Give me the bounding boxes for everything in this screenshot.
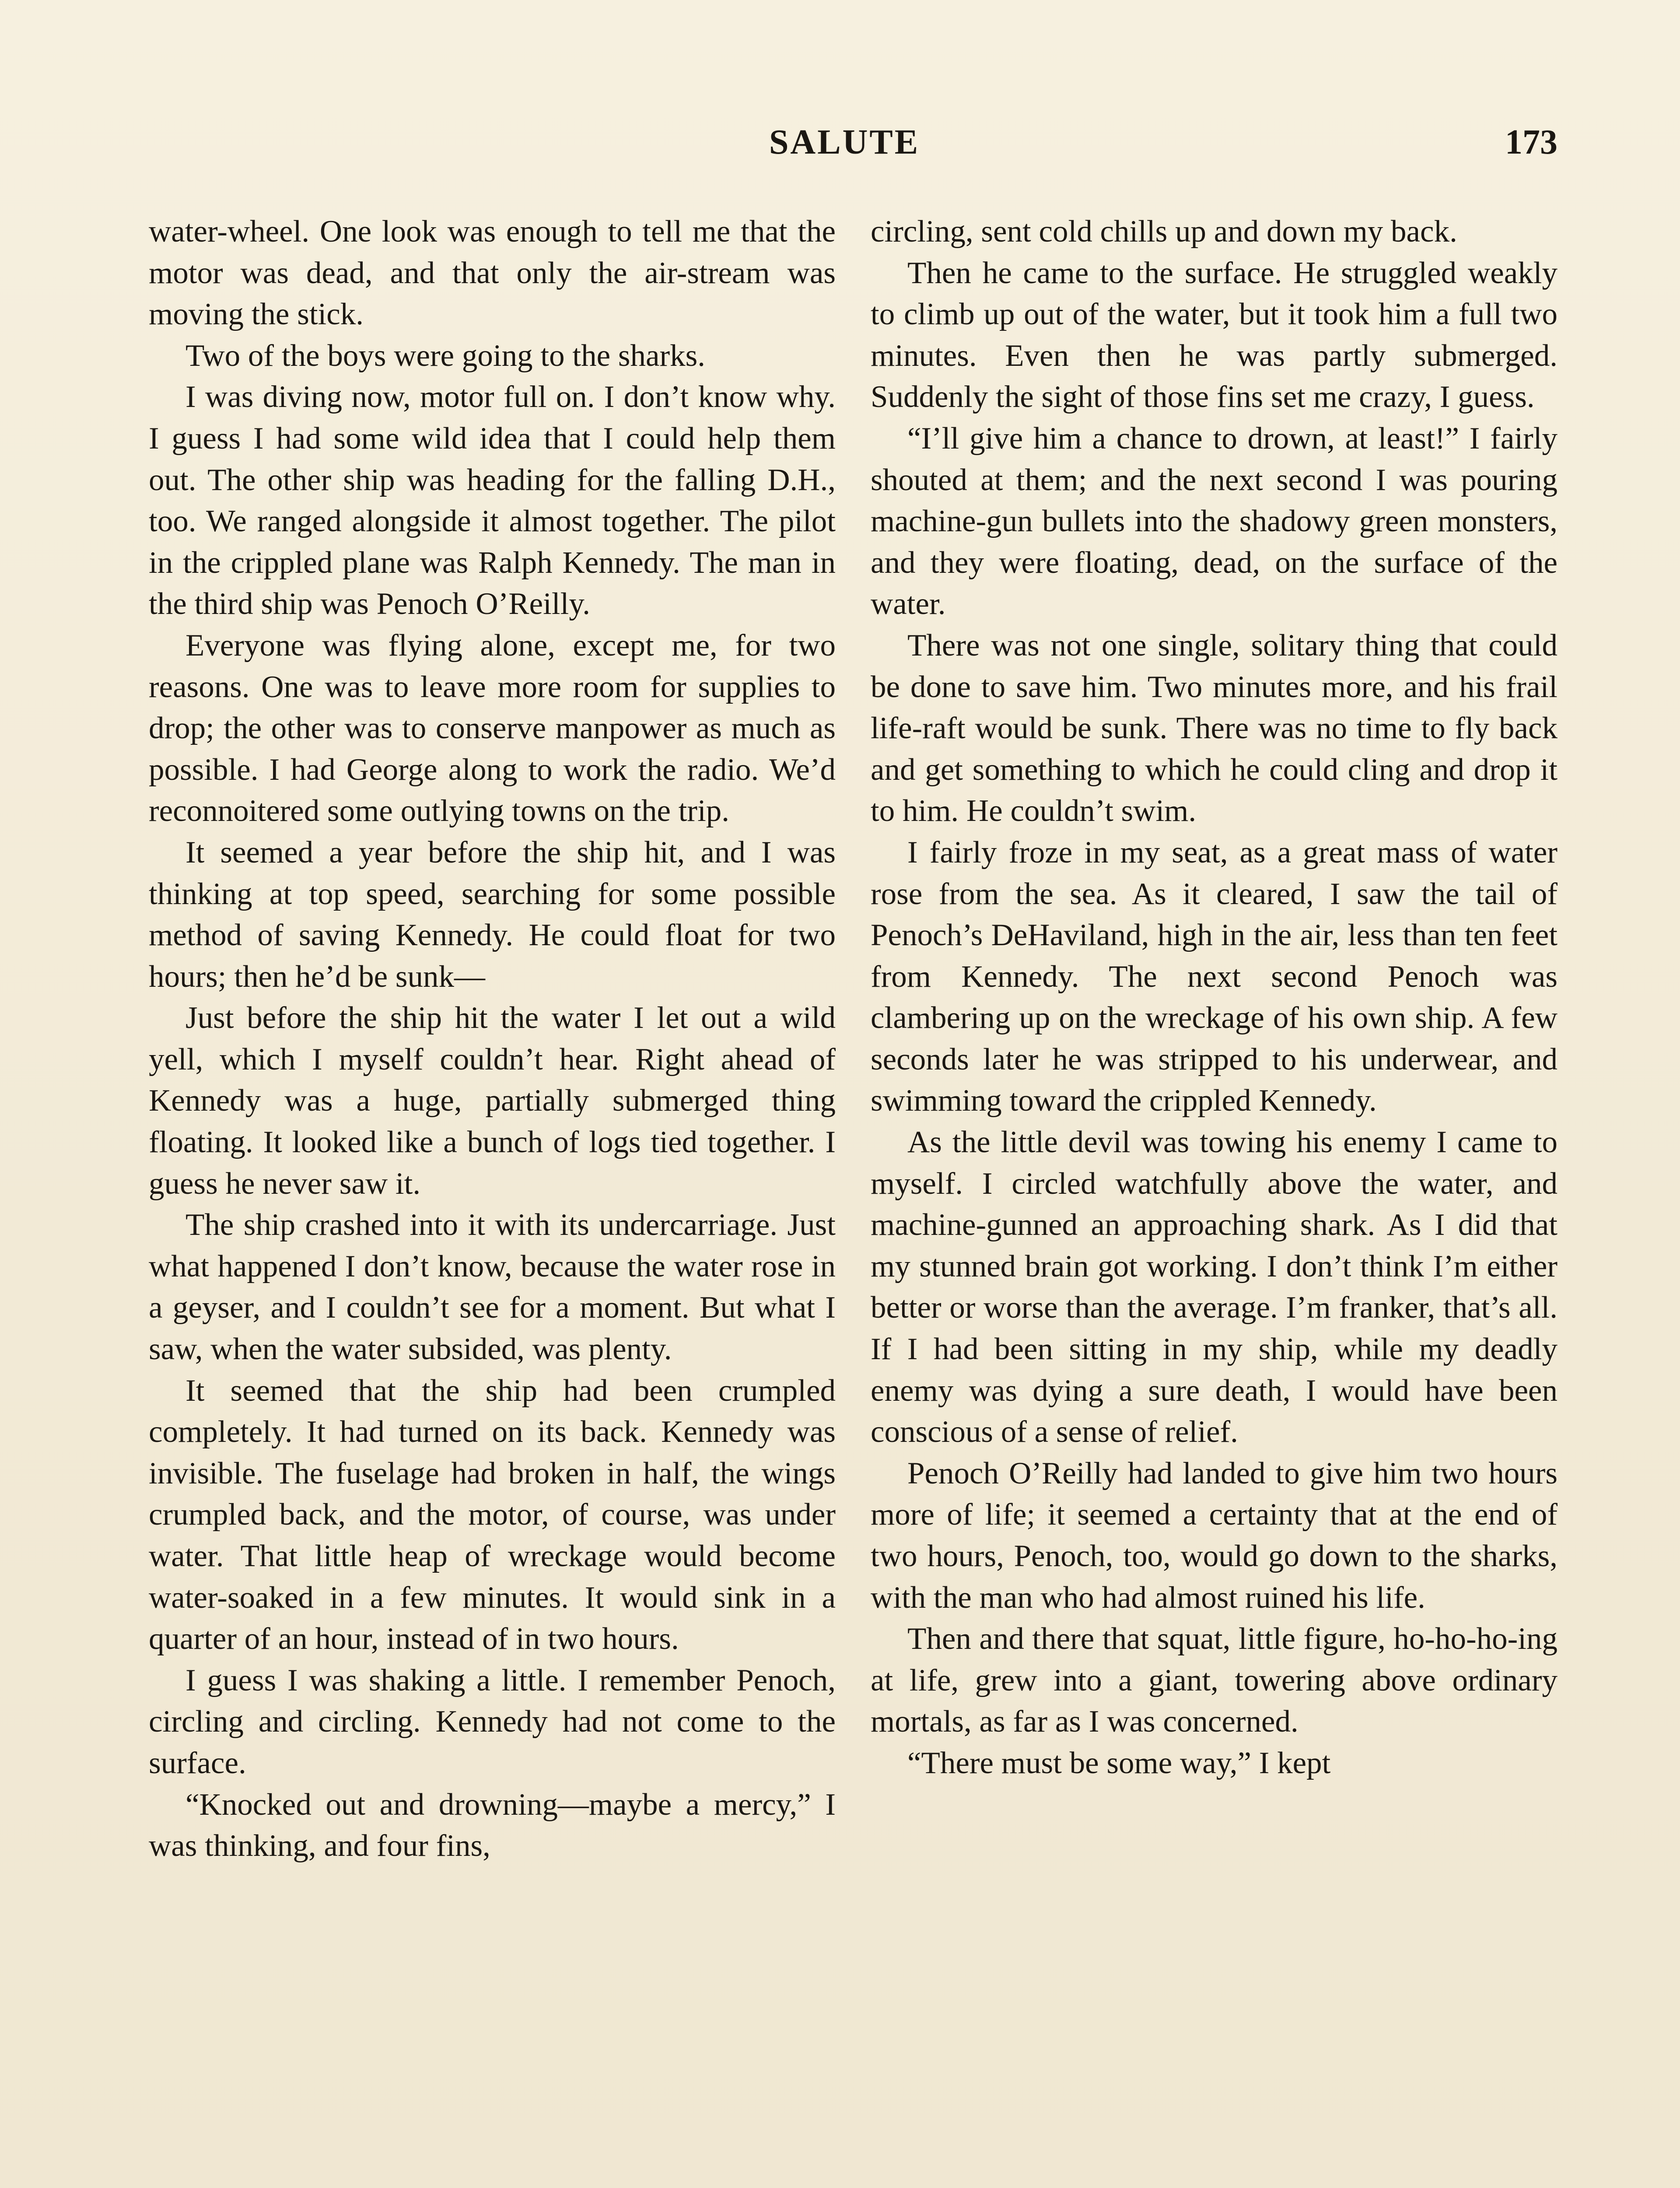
paragraph: Penoch O’Reilly had landed to give him two hours more of life; it seemed a certainty that at the end of two hours, Penoch, too, would go down to the sharks, with the man who had almost ruined his life. (871, 1456, 1558, 1615)
paragraph: circling, sent cold chills up and down my back. (871, 214, 1457, 249)
paragraph: Then and there that squat, little figure, ho-ho-ho-ing at life, grew into a giant, towering above ordinary mortals, as far as I was concerned. (871, 1622, 1558, 1739)
paragraph: There was not one single, solitary thing that could be done to save him. Two minutes more, and his frail life-raft would be sunk. There was no time to fly back and get something to which he could cling and drop it to him. He couldn’t swim. (871, 628, 1558, 828)
paragraph: I was diving now, motor full on. I don’t know why. I guess I had some wild idea that I could help them out. The other ship was heading for the falling D.H., too. We ranged alongside it almost together. The pilot in the crippled plane was Ralph Kennedy. The man in the third ship was Penoch O’Reilly. (149, 380, 836, 621)
page-header (131, 123, 1558, 171)
paragraph: Then he came to the surface. He struggled weakly to climb up out of the water, but it took him a full two minutes. Even then he was partly submerged. Suddenly the sight of those fins set me crazy, I guess. (871, 256, 1558, 414)
paragraph: It seemed that the ship had been crumpled completely. It had turned on its back. Kennedy was invisible. The fuselage had broken in half, the wings crumpled back, and the motor, of course, was under water. That little heap of wreckage would become water-soaked in a few minutes. It would sink in a quarter of an hour, instead of in two hours. (149, 1373, 836, 1656)
paragraph: Just before the ship hit the water I let out a wild yell, which I myself couldn’t hear. Right ahead of Kennedy was a huge, partially submerged thing floating. It looked like a bunch of logs tied together. I guess he never saw it. (149, 1001, 836, 1201)
paragraph: “There must be some way,” I kept (907, 1746, 1331, 1780)
page-number: 173 (1505, 123, 1558, 161)
running-title: SALUTE (769, 123, 920, 161)
paragraph: water-wheel. One look was enough to tell me that the motor was dead, and that only the air-stream was moving the stick. (149, 214, 836, 332)
paragraph: I fairly froze in my seat, as a great mass of water rose from the sea. As it cleared, I saw the tail of Penoch’s DeHaviland, high in the air, less than ten feet from Kennedy. The next second Penoch was clambering up on the wreckage of his own ship. A few seconds later he was stripped to his underwear, and swimming toward the crippled Kennedy. (871, 835, 1558, 1118)
paragraph: The ship crashed into it with its undercarriage. Just what happened I don’t know, because the water rose in a geyser, and I couldn’t see for a moment. But what I saw, when the water subsided, was plenty. (149, 1208, 836, 1367)
paragraph: It seemed a year before the ship hit, and I was thinking at top speed, searching for some possible method of saving Kennedy. He could float for two hours; then he’d be sunk— (149, 835, 836, 994)
paragraph: “I’ll give him a chance to drown, at least!” I fairly shouted at them; and the next second I was pouring machine-gun bullets into the shadowy green monsters, and they were floating, dead, on the surface of the water. (871, 421, 1558, 621)
paragraph: I guess I was shaking a little. I remember Penoch, circling and circling. Kennedy had not come to the surface. (149, 1663, 836, 1780)
paragraph: Two of the boys were going to the sharks. (186, 338, 706, 373)
paragraph: Everyone was flying alone, except me, for two reasons. One was to leave more room for supplies to drop; the other was to conserve manpower as much as possible. I had George along to work the radio. We’d reconnoitered some outlying towns on the trip. (149, 628, 836, 828)
paragraph: As the little devil was towing his enemy I came to myself. I circled watchfully above the water, and machine-gunned an approaching shark. As I did that my stunned brain got working. I don’t think I’m either better or worse than the average. I’m franker, that’s all. If I had been sitting in my ship, while my deadly enemy was dying a sure death, I would have been conscious of a sense of relief. (871, 1125, 1558, 1449)
paragraph: “Knocked out and drowning—maybe a mercy,” I was thinking, and four fins, (149, 1787, 836, 1863)
right-column (871, 211, 1558, 2188)
text-columns (149, 211, 1558, 2188)
left-column (149, 211, 836, 2188)
